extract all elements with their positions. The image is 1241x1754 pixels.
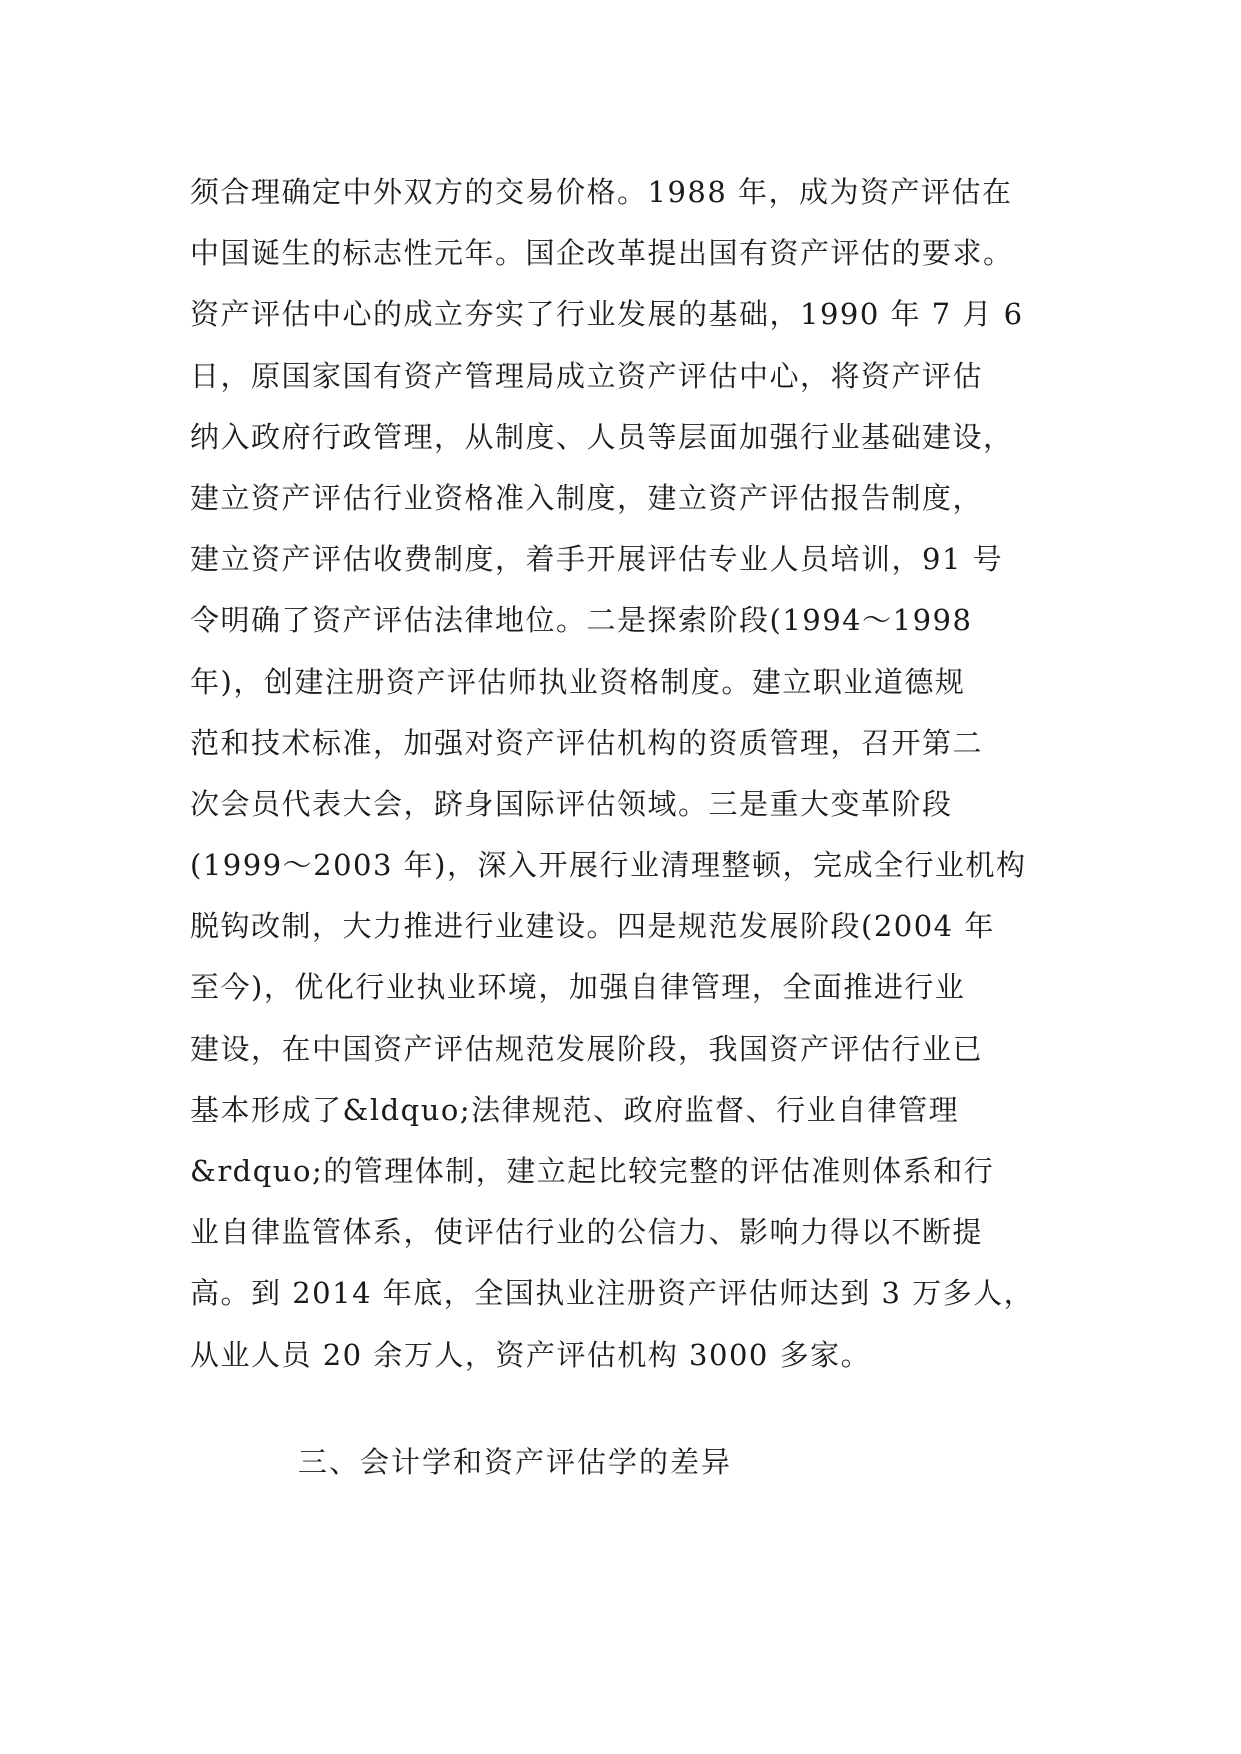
paragraph-line: 脱钩改制，大力推进行业建设。四是规范发展阶段(2004 年 bbox=[190, 909, 995, 944]
paragraph-line: 须合理确定中外双方的交易价格。1988 年，成为资产评估在 bbox=[190, 175, 1013, 209]
paragraph-line: 资产评估中心的成立夯实了行业发展的基础，1990 年 7 月 6 bbox=[190, 297, 1024, 332]
paragraph-line: 中国诞生的标志性元年。国企改革提出国有资产评估的要求。 bbox=[190, 236, 1014, 271]
paragraph-line: 高。到 2014 年底，全国执业注册资产评估师达到 3 万多人， bbox=[190, 1276, 1035, 1311]
paragraph-line: 日，原国家国有资产管理局成立资产评估中心，将资产评估 bbox=[190, 358, 984, 393]
paragraph-line: 业自律监管体系，使评估行业的公信力、影响力得以不断提 bbox=[190, 1215, 984, 1250]
section-heading: 三、会计学和资产评估学的差异 bbox=[298, 1445, 733, 1479]
paragraph-line: 纳入政府行政管理，从制度、人员等层面加强行业基础建设， bbox=[190, 419, 1014, 454]
paragraph-line: 基本形成了&ldquo;法律规范、政府监督、行业自律管理 bbox=[190, 1092, 960, 1127]
paragraph-line: 至今)，优化行业执业环境，加强自律管理，全面推进行业 bbox=[190, 970, 966, 1005]
paragraph-line: 年)，创建注册资产评估师执业资格制度。建立职业道德规 bbox=[190, 664, 966, 699]
paragraph-line: 建立资产评估收费制度，着手开展评估专业人员培训，91 号 bbox=[190, 542, 1004, 577]
paragraph-line: 建设，在中国资产评估规范发展阶段，我国资产评估行业已 bbox=[190, 1031, 984, 1066]
paragraph-line: 次会员代表大会，跻身国际评估领域。三是重大变革阶段 bbox=[190, 786, 953, 821]
paragraph-line: 从业人员 20 余万人，资产评估机构 3000 多家。 bbox=[190, 1337, 872, 1372]
paragraph-line: &rdquo;的管理体制，建立起比较完整的评估准则体系和行 bbox=[190, 1154, 995, 1188]
paragraph-line: (1999～2003 年)，深入开展行业清理整顿，完成全行业机构 bbox=[190, 848, 1027, 883]
paragraph-line: 范和技术标准，加强对资产评估机构的资质管理，召开第二 bbox=[190, 725, 984, 760]
paragraph-line: 令明确了资产评估法律地位。二是探索阶段(1994～1998 bbox=[190, 603, 973, 638]
paragraph-line: 建立资产评估行业资格准入制度，建立资产评估报告制度， bbox=[190, 480, 984, 515]
body-paragraph bbox=[190, 162, 1090, 1386]
